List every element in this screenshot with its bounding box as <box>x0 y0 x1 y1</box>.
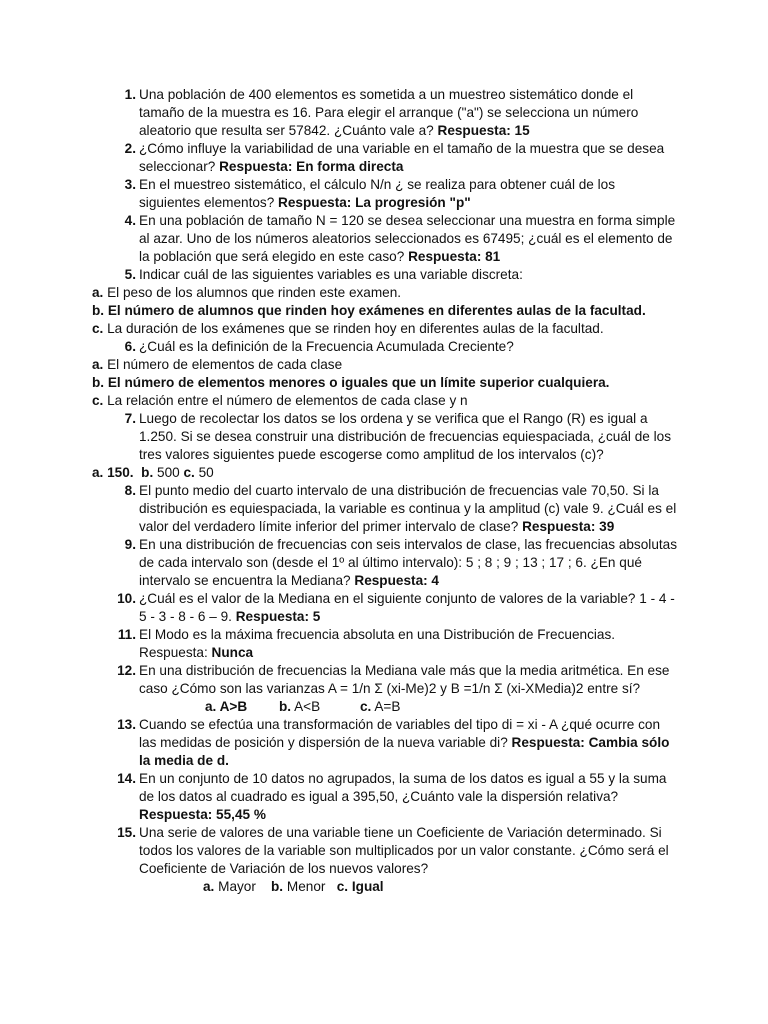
question-number: 6. <box>124 339 136 354</box>
question-7 <box>124 410 679 464</box>
options-row <box>203 878 679 896</box>
answer: Respuesta: 55,45 % <box>139 807 266 822</box>
option-b: b. El número de elementos menores o iguales que un límite superior cualquiera. <box>92 375 610 390</box>
question-12 <box>117 662 679 716</box>
question-1 <box>124 86 679 140</box>
question-number: 2. <box>124 141 136 156</box>
question-10 <box>117 590 679 626</box>
question-number: 9. <box>124 537 136 552</box>
question-text: El punto medio del cuarto intervalo de una distribución de frecuencias vale 70,50. Si la distribución es equiespaciada, la variable es continua y la amplitud (c) vale 9. ¿Cuál es el valor del verdadero límite inferior del primer intervalo de clase? <box>139 483 677 534</box>
option-a: a. 150. <box>92 465 134 480</box>
option-c: 50 <box>194 465 214 480</box>
option-letter: b. <box>278 699 292 714</box>
option-text: El número de elementos de cada clase <box>103 357 343 372</box>
question-text: Una población de 400 elementos es sometida a un muestreo sistemático donde el tamaño de la muestra es 16. Para elegir el arranque ("a") se selecciona un número aleatorio que resulta ser 57842. ¿Cuánto vale a? <box>139 87 639 138</box>
question-2 <box>124 140 679 176</box>
question-number: 3. <box>124 177 136 192</box>
question-text: En el muestreo sistemático, el cálculo N/n ¿ se realiza para obtener cuál de los siguientes elementos? <box>139 177 616 210</box>
option-c: A=B <box>371 699 401 714</box>
question-text: Indicar cuál de las siguientes variables es una variable discreta: <box>139 267 523 282</box>
question-text: ¿Cuál es la definición de la Frecuencia Acumulada Creciente? <box>139 339 514 354</box>
option-letter: b. <box>141 465 154 480</box>
answer: Respuesta: 39 <box>522 519 615 534</box>
question-text: En una población de tamaño N = 120 se desea seleccionar una muestra en forma simple al azar. Uno de los números aleatorios seleccionados es 67495; ¿cuál es el elemento de la población que será elegido en este caso? <box>139 213 676 264</box>
question-text: El Modo es la máxima frecuencia absoluta en una Distribución de Frecuencias. Respuesta: <box>139 627 616 660</box>
option-letter: b. <box>271 879 284 894</box>
question-text: En un conjunto de 10 datos no agrupados, la suma de los datos es igual a 55 y la suma de los datos al cuadrado es igual a 395,50, ¿Cuánto vale la dispersión relativa? <box>139 771 667 804</box>
answer: Respuesta: 81 <box>408 249 501 264</box>
question-number: 8. <box>124 483 136 498</box>
option-letter: c. <box>92 393 104 408</box>
question-number: 13. <box>117 717 136 732</box>
option-c: c. Igual <box>336 879 384 894</box>
option-letter: a. <box>92 285 104 300</box>
question-number: 10. <box>117 591 136 606</box>
option-c <box>92 392 692 410</box>
question-8 <box>124 482 679 536</box>
question-text: ¿Cuál es el valor de la Mediana en el siguiente conjunto de valores de la variable? 1 - 4 - 5 - 3 - 8 - 6 – 9. <box>139 591 675 624</box>
question-9 <box>124 536 679 590</box>
option-text: La relación entre el número de elementos de cada clase y n <box>103 393 468 408</box>
option-a <box>92 356 692 374</box>
answer: Respuesta: 15 <box>437 123 530 138</box>
question-text: Una serie de valores de una variable tiene un Coeficiente de Variación determinado. Si todos los valores de la variable son multiplicados por un valor constante. ¿Cómo será el Coeficiente de Variación de los nuevos valores? <box>139 825 669 876</box>
question-text: En una distribución de frecuencias la Mediana vale más que la media aritmética. En ese caso ¿Cómo son las varianzas A = 1/n Σ (xi-Me)2 y B =1/n Σ (xi-XMedia)2 entre sí? <box>139 663 670 696</box>
question-6 <box>124 338 679 356</box>
option-b: Menor <box>283 879 326 894</box>
answer: Respuesta: La progresión "p" <box>278 195 471 210</box>
option-letter: c. <box>183 465 195 480</box>
document-body <box>0 86 768 896</box>
question-text: ¿Cómo influye la variabilidad de una variable en el tamaño de la muestra que se desea seleccionar? <box>139 141 665 174</box>
question-number: 12. <box>117 663 136 678</box>
question-number: 14. <box>117 771 136 786</box>
question-3 <box>124 176 679 212</box>
question-number: 1. <box>124 87 136 102</box>
options-row <box>139 699 400 714</box>
question-text: Cuando se efectúa una transformación de variables del tipo di = xi - A ¿qué ocurre con las medidas de posición y dispersión de la nueva variable di? <box>139 717 661 750</box>
question-number: 15. <box>117 825 136 840</box>
question-text: Luego de recolectar los datos se los ordena y se verifica que el Rango (R) es igual a 1.250. Si se desea construir una distribución de frecuencias equiespaciada, ¿cuál de los tres valores siguientes puede escogerse como amplitud de los intervalos (c)? <box>139 411 671 462</box>
question-11 <box>117 626 679 662</box>
question-text: En una distribución de frecuencias con seis intervalos de clase, las frecuencias absolutas de cada intervalo son (desde el 1º al último intervalo): 5 ; 8 ; 9 ; 13 ; 17 ; 6. ¿En qué intervalo se encuentra la Mediana? <box>139 537 678 588</box>
question-4 <box>124 212 679 266</box>
option-text: La duración de los exámenes que se rinden hoy en diferentes aulas de la facultad. <box>103 321 604 336</box>
options-row <box>92 464 692 482</box>
question-number: 5. <box>124 267 136 282</box>
option-a <box>92 284 692 302</box>
option-b: A<B <box>291 699 321 714</box>
question-5 <box>124 266 679 284</box>
option-letter: a. <box>203 879 215 894</box>
question-number: 4. <box>124 213 136 228</box>
question-15 <box>117 824 679 896</box>
question-number: 7. <box>124 411 136 426</box>
option-c <box>92 320 692 338</box>
option-text: El peso de los alumnos que rinden este examen. <box>103 285 402 300</box>
option-letter: c. <box>92 321 104 336</box>
answer: Nunca <box>211 645 254 660</box>
option-a: Mayor <box>214 879 256 894</box>
answer: Respuesta: 5 <box>235 609 321 624</box>
option-b: 500 <box>153 465 184 480</box>
answer: Respuesta: En forma directa <box>219 159 404 174</box>
option-letter: c. <box>359 699 372 714</box>
question-number: 11. <box>117 627 136 642</box>
answer: Respuesta: 4 <box>354 573 439 588</box>
option-a: a. A>B <box>205 699 248 714</box>
option-letter: a. <box>92 357 104 372</box>
question-14 <box>117 770 679 824</box>
option-b: b. El número de alumnos que rinden hoy exámenes en diferentes aulas de la facultad. <box>92 303 646 318</box>
answer: Respuesta: Cambia sólo la media de d. <box>139 735 670 768</box>
question-13 <box>117 716 679 770</box>
